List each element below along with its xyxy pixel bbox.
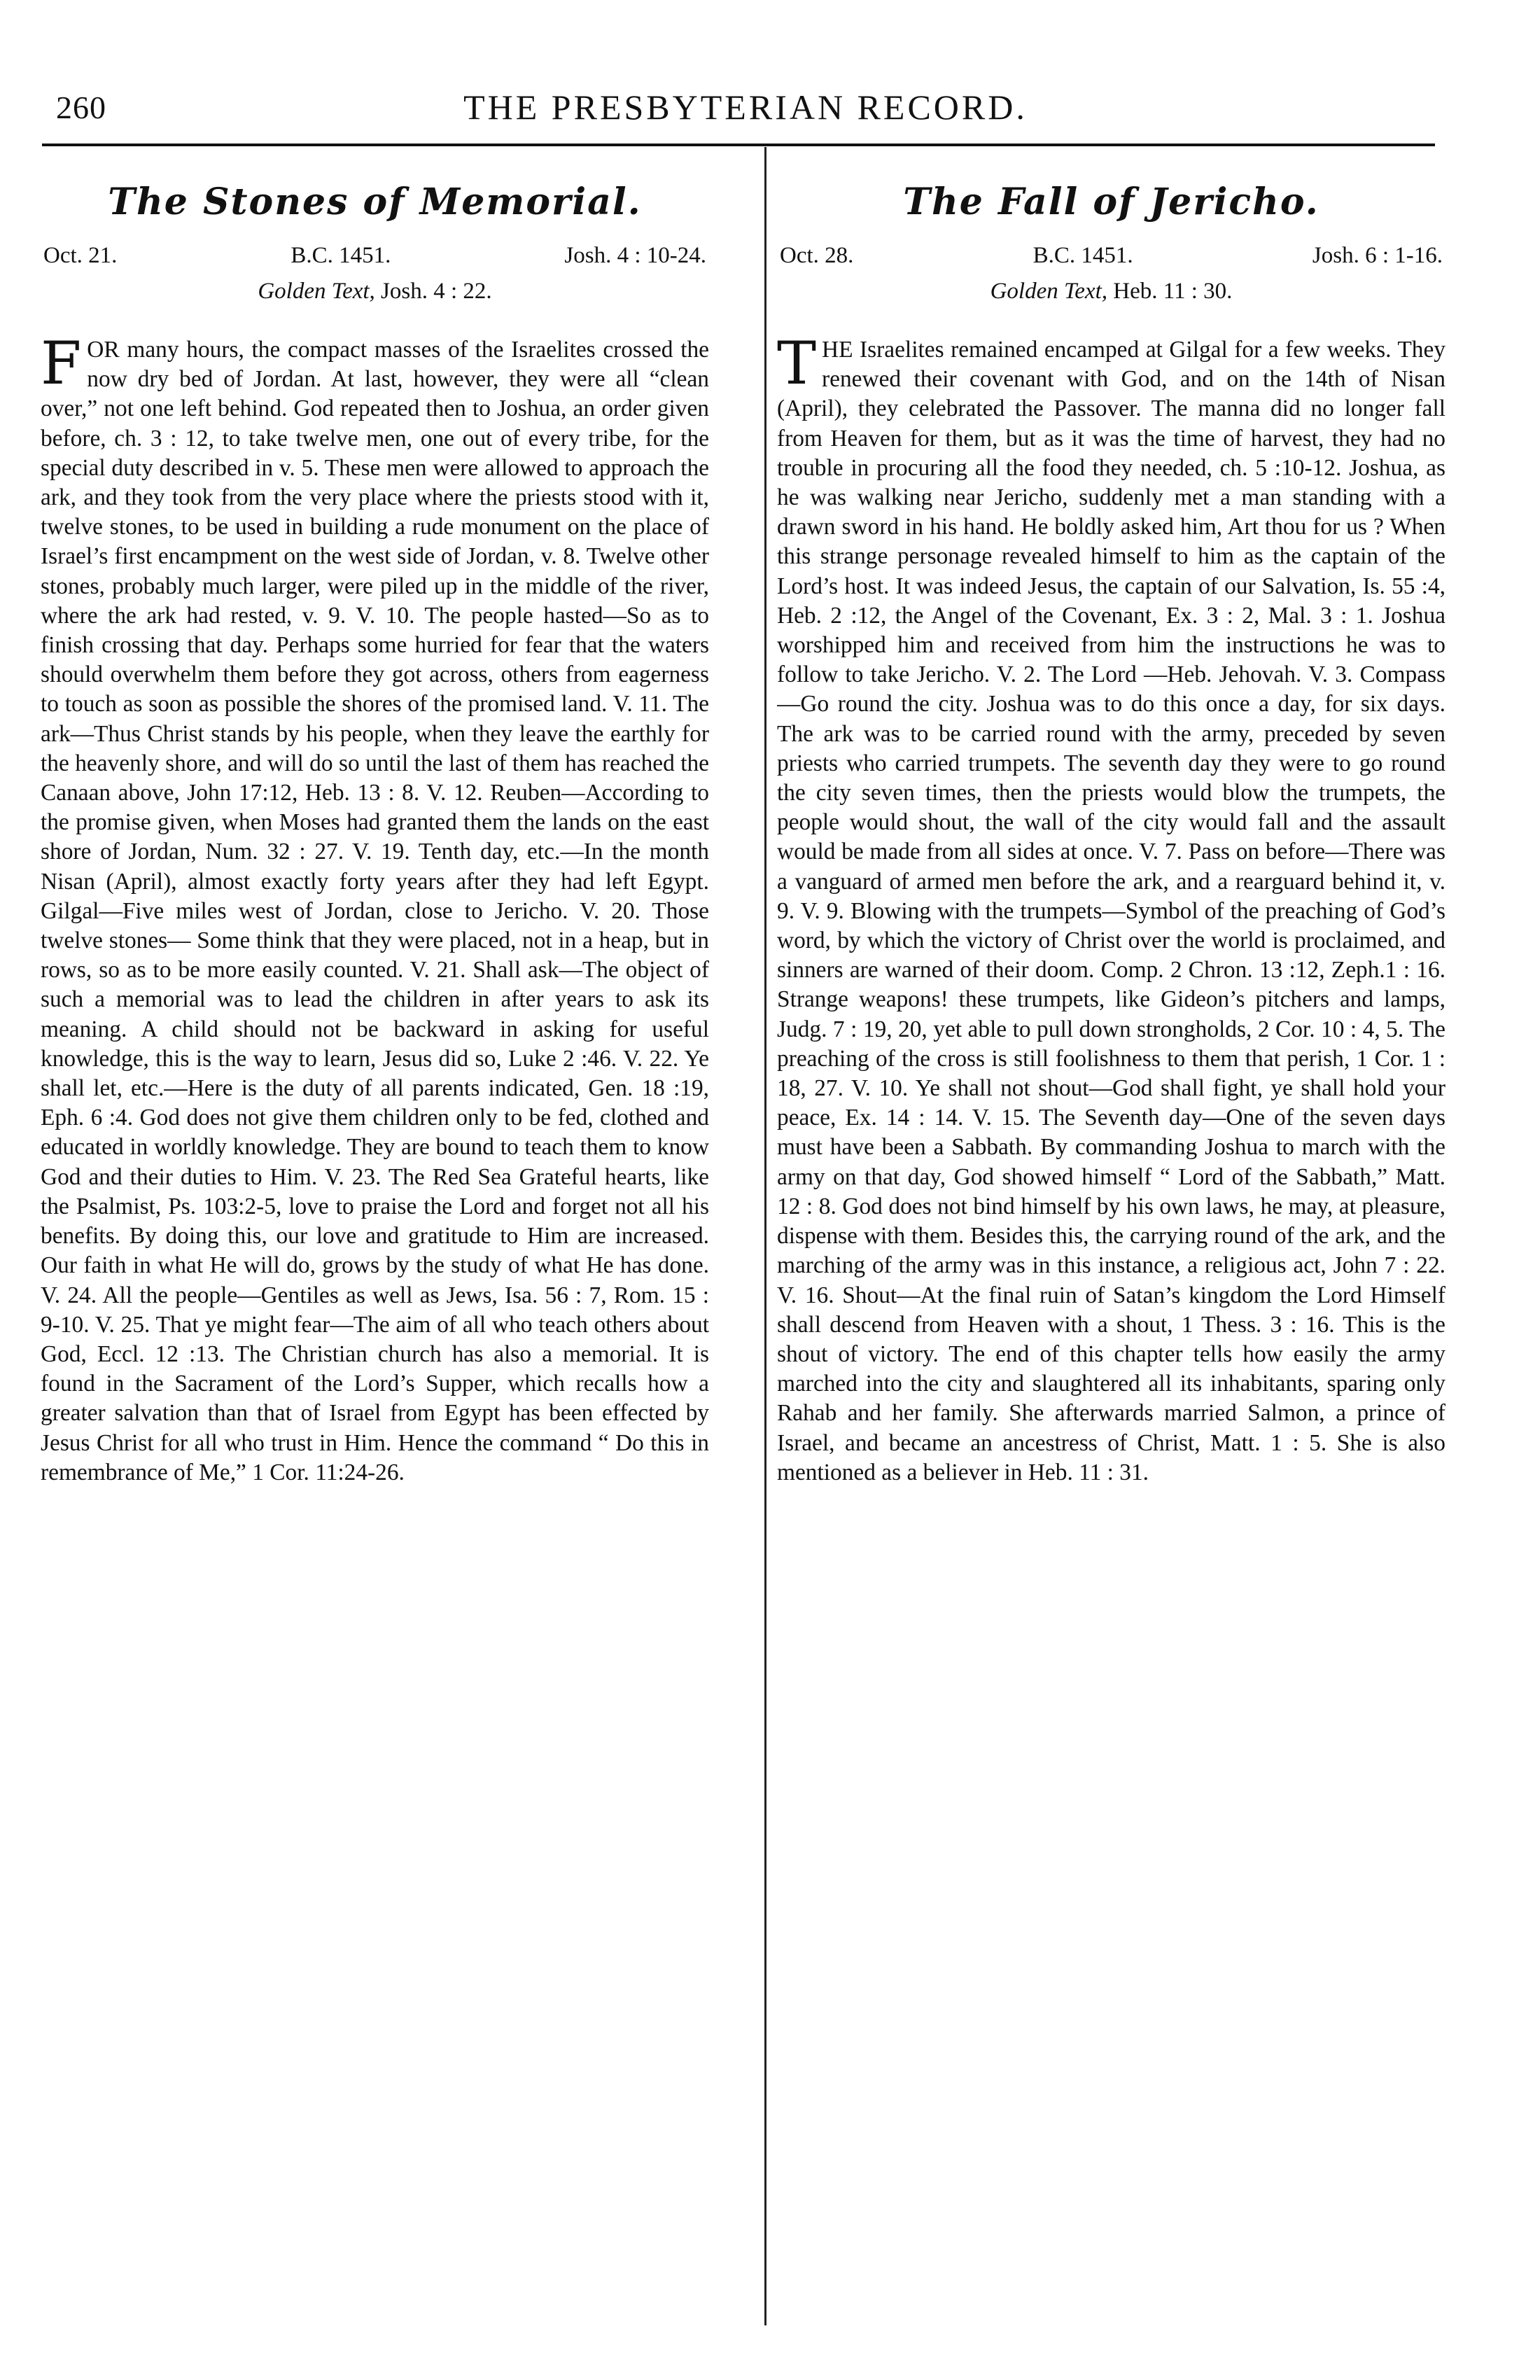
lesson-reference: Josh. 4 : 10-24. [564,243,706,268]
header-rule [42,144,1435,146]
lesson-body [41,329,709,1488]
column-divider [764,147,766,2325]
lesson-meta [41,243,709,269]
lesson-body-text: OR many hours, the compact masses of the Israelites crossed the now dry bed of Jordan. At last, however, they were all “clean over,” not one left behind. God repeated then to Joshua, an order given before, ch. 3 : 12, to take twelve men, one out of every tribe, for the special duty described in v. 5. These men were allowed to approach the ark, and they took from the very place where the priests stood with it, twelve stones, to be used in building a rude monument on the place of Israel’s first encampment on the west side of Jordan, v. 8. Twelve other stones, probably much larger, were piled up in the middle of the river, where the ark had rested, v. 9. V. 10. The people hasted—So as to finish crossing that day. Perhaps some hurried for fear that the waters should overwhelm them before they got across, others from eagerness to touch as soon as possible the shores of the promised land. V. 11. The ark—Thus Christ stands by his people, when they leave the earthly for the heavenly shore, and will do so until the last of them has reached the Canaan above, John 17:12, Heb. 13 : 8. V. 12. Reuben—According to the promise given, when Moses had granted them the lands on the east shore of Jordan, Num. 32 : 27. V. 19. Tenth day, etc.—In the month Nisan (April), almost exactly forty years after they had left Egypt. Gilgal—Five miles west of Jordan, close to Jericho. V. 20. Those twelve stones— Some think that they were placed, not in a heap, but in rows, so as to be more easily counted. V. 21. Shall ask—The object of such a memorial was to lead the children in after years to ask its meaning. A child should not be backward in asking for useful knowledge, this is the way to learn, Jesus did so, Luke 2 :46. V. 22. Ye shall let, etc.—Here is the duty of all parents indicated, Gen. 18 :19, Eph. 6 :4. God does not give them children only to be fed, clothed and educated in worldly knowledge. They are bound to teach them to know God and their duties to Him. V. 23. The Red Sea Grateful hearts, like the Psalmist, Ps. 103:2-5, love to praise the Lord and forget not all his benefits. By doing this, our love and gratitude to Him are increased. Our faith in what He will do, grows by the study of what He has done. V. 24. All the people—Gentiles as well as Jews, Isa. 56 : 7, Rom. 15 : 9-10. V. 25. That ye might fear—The aim of all who teach others about God, Eccl. 12 :13. The Christian church has also a memorial. It is found in the Sacrament of the Lord’s Supper, which recalls how a greater salvation than that of Israel from Egypt has been effected by Jesus Christ for all who trust in Him. Hence the command “ Do this in remembrance of Me,” 1 Cor. 11:24-26. [41,337,709,1485]
lesson-title: The Fall of Jericho. [903,181,1320,223]
page-number: 260 [56,89,106,125]
running-title: THE PRESBYTERIAN RECORD. [463,88,1028,127]
lesson-body [777,329,1446,1488]
lesson-title: The Stones of Memorial. [108,181,642,223]
golden-text-label: Golden Text, [990,279,1107,304]
golden-text [41,279,709,304]
lesson-year: B.C. 1451. [1032,243,1133,268]
lesson-column-left [41,162,709,2339]
lesson-meta [777,243,1446,269]
drop-cap: F [41,329,82,398]
golden-text-label: Golden Text, [258,279,375,304]
lesson-date: Oct. 21. [43,243,118,268]
golden-text-ref: Josh. 4 : 22. [381,279,492,304]
golden-text [777,279,1446,304]
golden-text-ref: Heb. 11 : 30. [1113,279,1233,304]
lesson-year: B.C. 1451. [290,243,391,268]
drop-cap: T [777,329,817,398]
lesson-column-right [777,162,1446,2339]
lesson-body-text: HE Israelites remained encamped at Gilgal for a few weeks. They renewed their covenant with God, and on the 14th of Nisan (April), they celebrated the Passover. The manna did no longer fall from Heaven for them, but as it was the time of harvest, they had no trouble in procuring all the food they needed, ch. 5 :10-12. Joshua, as he was walking near Jericho, suddenly met a man standing with a drawn sword in his hand. He boldly asked him, Art thou for us ? When this strange personage revealed himself to him as the captain of the Lord’s host. It was indeed Jesus, the captain of our Salvation, Is. 55 :4, Heb. 2 :12, the Angel of the Covenant, Ex. 3 : 2, Mal. 3 : 1. Joshua worshipped him and received from him the instructions he was to follow to take Jericho. V. 2. The Lord —Heb. Jehovah. V. 3. Compass—Go round the city. Joshua was to do this once a day, for six days. The ark was to be carried round with the army, preceded by seven priests who carried trumpets. The seventh day they were to go round the city seven times, then the priests would blow the trumpets, the people would shout, the wall of the city would fall and the assault would be made from all sides at once. V. 7. Pass on before—There was a vanguard of armed men before the ark, and a rearguard behind it, v. 9. V. 9. Blowing with the trumpets—Symbol of the preaching of God’s word, by which the victory of Christ over the world is proclaimed, and sinners are warned of their doom. Comp. 2 Chron. 13 :12, Zeph.1 : 16. Strange weapons! these trumpets, like Gideon’s pitchers and lamps, Judg. 7 : 19, 20, yet able to pull down strongholds, 2 Cor. 10 : 4, 5. The preaching of the cross is still foolishness to them that perish, 1 Cor. 1 : 18, 27. V. 10. Ye shall not shout—God shall fight, ye shall hold your peace, Ex. 14 : 14. V. 15. The Seventh day—One of the seven days must have been a Sabbath. By commanding Joshua to march with the army on that day, God showed himself “ Lord of the Sabbath,” Matt. 12 : 8. God does not bind himself by his own laws, he may, at pleasure, dispense with them. Besides this, the carrying round of the ark, and the marching of the army was in this instance, a religious act, John 7 : 22. V. 16. Shout—At the final ruin of Satan’s kingdom the Lord Himself shall descend from Heaven with a shout, 1 Thess. 3 : 16. This is the shout of victory. The end of this chapter tells how easily the army marched into the city and slaughtered all its inhabitants, sparing only Rahab and her family. She afterwards married Salmon, a prince of Israel, and became an ancestress of Christ, Matt. 1 : 5. She is also mentioned as a believer in Heb. 11 : 31. [777,337,1446,1485]
page-header [56,83,1435,132]
lesson-date: Oct. 28. [780,243,854,268]
lesson-reference: Josh. 6 : 1-16. [1312,243,1443,268]
